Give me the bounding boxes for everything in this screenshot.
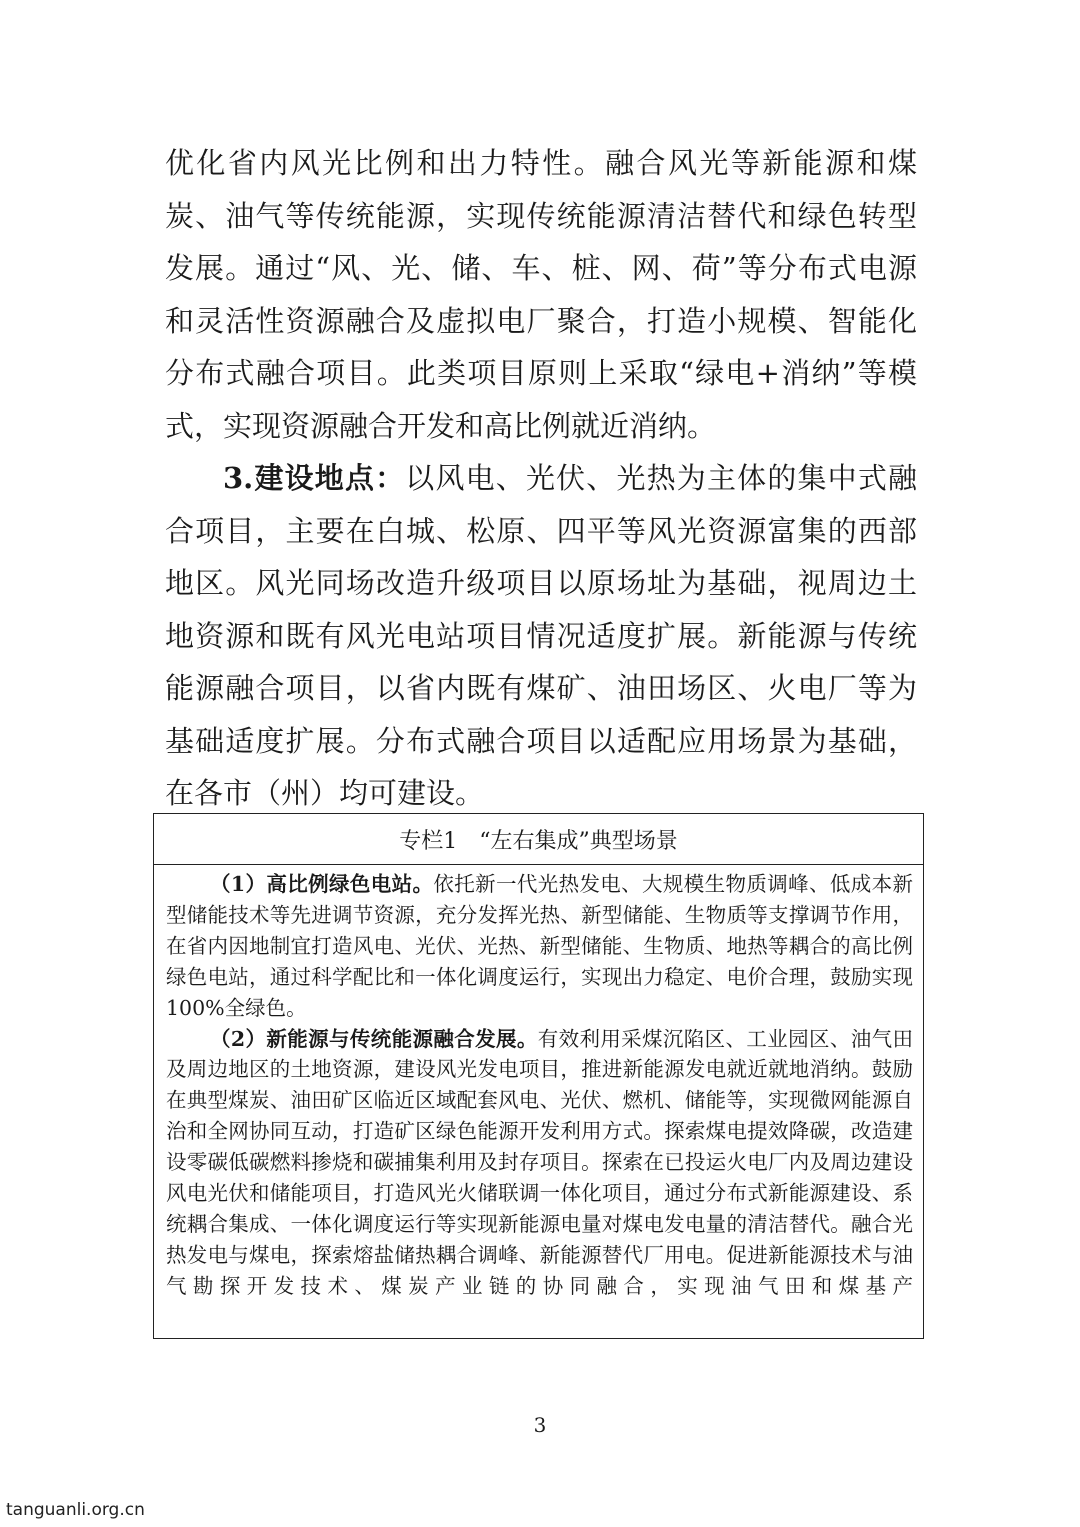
box-item-1-text: 依托新一代光热发电、大规模生物质调峰、低成本新型储能技术等先进调节资源，充分发挥光热、新型储能、生物质等支撑调节作用，在省内因地制宜打造风电、光伏、光热、新型储能、生物质、地热等耦合的高比例绿色电站，通过科学配比和一体化调度运行，实现出力稳定、电价合理，鼓励实现100%全绿色。 [166, 872, 913, 1020]
main-body-text [165, 137, 917, 820]
paragraph-integration: 优化省内风光比例和出力特性。融合风光等新能源和煤炭、油气等传统能源，实现传统能源清洁替代和绿色转型发展。通过“风、光、储、车、桩、网、荷”等分布式电源和灵活性资源融合及虚拟电厂聚合，打造小规模、智能化分布式融合项目。此类项目原则上采取“绿电+消纳”等模式，实现资源融合开发和高比例就近消纳。 [165, 146, 917, 443]
column-box-content [153, 864, 924, 1339]
box-item-2-heading: （2）新能源与传统能源融合发展。 [210, 1026, 538, 1051]
location-text: 以风电、光伏、光热为主体的集中式融合项目，主要在白城、松原、四平等风光资源富集的西部地区。风光同场改造升级项目以原场址为基础，视周边土地资源和既有风光电站项目情况适度扩展。新能源与传统能源融合项目，以省内既有煤矿、油田场区、火电厂等为基础适度扩展。分布式融合项目以适配应用场景为基础，在各市（州）均可建设。 [165, 461, 917, 810]
paragraph-location [165, 452, 917, 820]
page-number: 3 [533, 1413, 547, 1437]
box-item-1-heading: （1）高比例绿色电站。 [210, 872, 434, 896]
box-item-2-text: 有效利用采煤沉陷区、工业园区、油气田及周边地区的土地资源，建设风光发电项目，推进新能源发电就近就地消纳。鼓励在典型煤炭、油田矿区临近区域配套风电、光伏、燃机、储能等，实现微网能源自治和全网协同互动，打造矿区绿色能源开发利用方式。探索煤电提效降碳，改造建设零碳低碳燃料掺烧和碳捕集利用及封存项目。探索在已投运火电厂内及周边建设风电光伏和储能项目，打造风光火储联调一体化项目，通过分布式新能源建设、系统耦合集成、一体化调度运行等实现新能源电量对煤电发电量的清洁替代。融合光热发电与煤电，探索熔盐储热耦合调峰、新能源替代厂用电。促进新能源技术与油气勘探开发技术、煤炭产业链的协同融合，实现油气田和煤基产 [166, 1026, 914, 1298]
box-item-2 [166, 1024, 913, 1302]
box-item-1 [166, 869, 913, 1024]
column-box-title: 专栏1 “左右集成”典型场景 [153, 813, 924, 865]
location-heading: 3.建设地点： [223, 461, 406, 495]
watermark-text: tanguanli.org.cn [6, 1500, 145, 1520]
